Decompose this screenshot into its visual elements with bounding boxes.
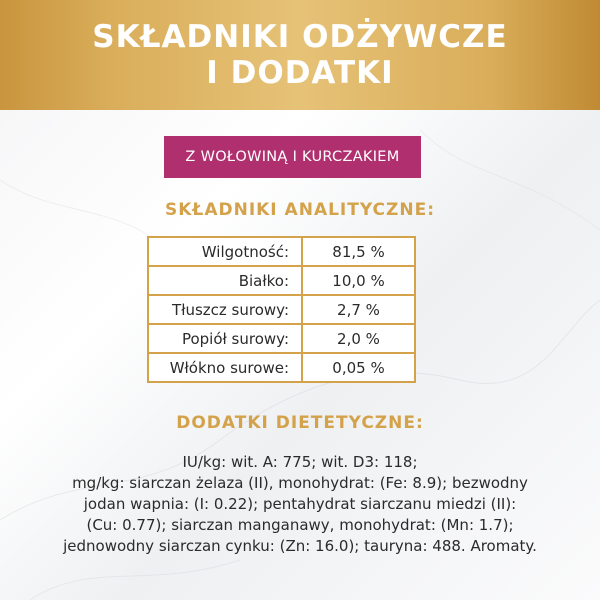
- page-title-line2: I DODATKI: [206, 55, 394, 91]
- nutrient-name: Tłuszcz surowy:: [148, 295, 302, 324]
- variant-badge: Z WOŁOWINĄ I KURCZAKIEM: [164, 136, 421, 178]
- table-row: [148, 324, 415, 353]
- nutrient-value: 2,0 %: [302, 324, 415, 353]
- nutrient-value: 10,0 %: [302, 266, 415, 295]
- nutrient-value: 2,7 %: [302, 295, 415, 324]
- table-row: [148, 237, 415, 266]
- additives-line: jednowodny siarczan cynku: (Zn: 16.0); tauryna: 488. Aromaty.: [63, 537, 537, 555]
- table-row: [148, 295, 415, 324]
- table-row: [148, 266, 415, 295]
- nutrient-value: 81,5 %: [302, 237, 415, 266]
- table-row: [148, 353, 415, 382]
- diet-heading: DODATKI DIETETYCZNE:: [176, 413, 424, 433]
- additives-line: IU/kg: wit. A: 775; wit. D3: 118;: [182, 453, 418, 471]
- analytic-heading: SKŁADNIKI ANALITYCZNE:: [164, 200, 435, 220]
- nutrient-value: 0,05 %: [302, 353, 415, 382]
- nutrient-name: Białko:: [148, 266, 302, 295]
- additives-text: [40, 452, 560, 557]
- nutrient-name: Popiół surowy:: [148, 324, 302, 353]
- additives-line: jodan wapnia: (I: 0.22); pentahydrat siarczanu miedzi (II):: [83, 495, 517, 513]
- nutrient-name: Włókno surowe:: [148, 353, 302, 382]
- analytic-table: [147, 236, 416, 383]
- additives-line: (Cu: 0.77); siarczan manganawy, monohydrat: (Mn: 1.7);: [86, 516, 514, 534]
- additives-line: mg/kg: siarczan żelaza (II), monohydrat: (Fe: 8.9); bezwodny: [72, 474, 528, 492]
- page-title-line1: SKŁADNIKI ODŻYWCZE: [92, 19, 508, 55]
- header-banner: [0, 0, 600, 110]
- nutrient-name: Wilgotność:: [148, 237, 302, 266]
